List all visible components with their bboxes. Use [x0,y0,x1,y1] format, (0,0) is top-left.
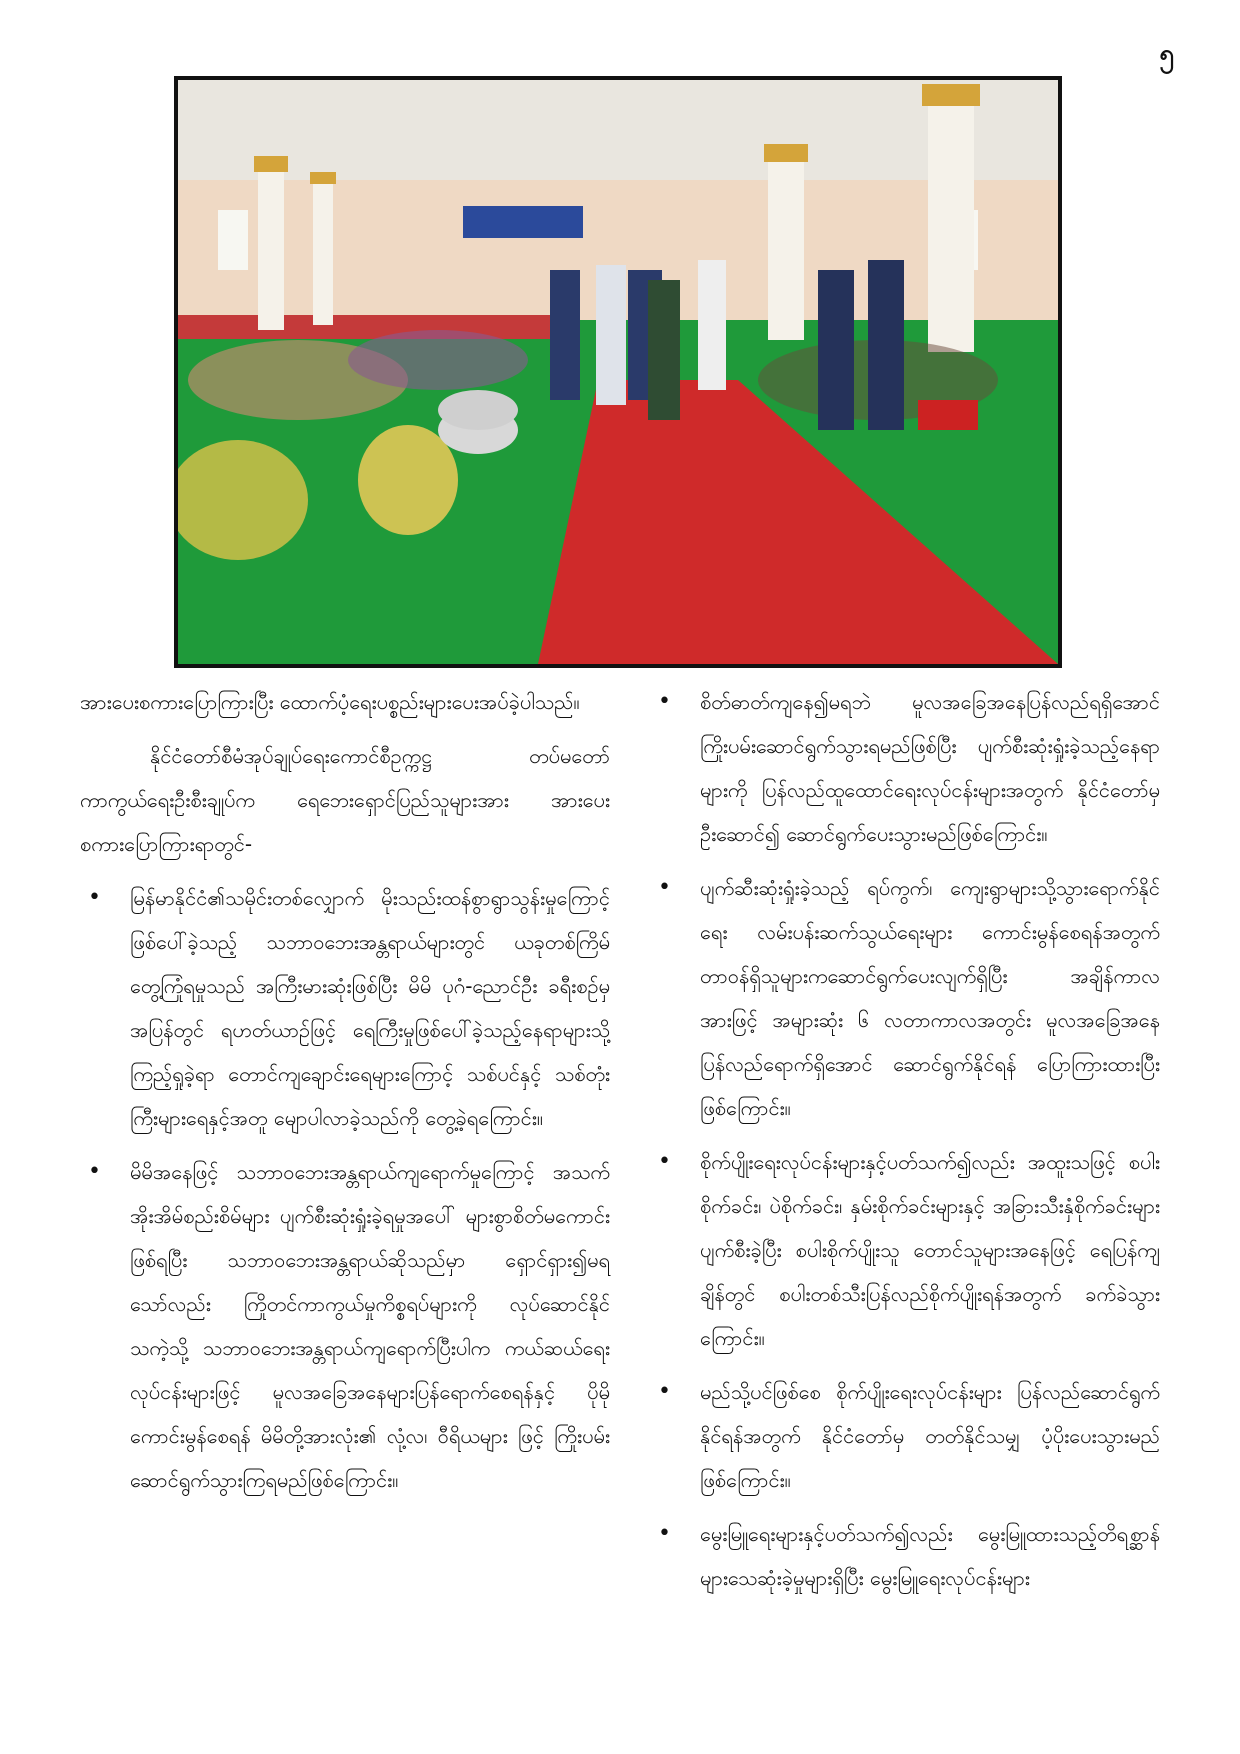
list-item [650,1370,1160,1502]
list-item-text: ပျက်ဆီးဆုံးရှုံးခဲ့သည့် ရပ်ကွက်၊ ကျေးရွာများသို့သွားရောက်နိုင်ရေး လမ်းပန်းဆက်သွယ်ရေးများ ကောင်းမွန်စေရန်အတွက် တာဝန်ရှိသူများကဆောင်ရွက်ပေးလျက်ရှိပြီး အချိန်ကာလအားဖြင့် အများဆုံး ၆ လတာကာလအတွင်း မူလအခြေအနေပြန်လည်ရောက်ရှိအောင် ဆောင်ရွက်နိုင်ရန် ပြောကြားထားပြီးဖြစ်ကြောင်း။ [700,876,1160,1120]
list-item-text: မည်သို့ပင်ဖြစ်စေ စိုက်ပျိုးရေးလုပ်ငန်းများ ပြန်လည်ဆောင်ရွက်နိုင်ရန်အတွက် နိုင်ငံတော်မှ တတ်နိုင်သမျှ ပံ့ပိုးပေးသွားမည်ဖြစ်ကြောင်း။ [700,1380,1160,1492]
bullet-icon: • [658,1379,671,1404]
intro-paragraph: နိုင်ငံတော်စီမံအုပ်ချုပ်ရေးကောင်စီဥက္ကဋ္ဌ တပ်မတော်ကာကွယ်ရေးဦးစီးချုပ်က ရေဘေးရှောင်ပြည်သူများအား အားပေးစကားပြောကြားရာတွင်- [80,744,610,856]
right-column [650,680,1160,1610]
bullet-icon: • [658,1521,671,1546]
photo-illustration [178,80,1058,664]
list-item-text: မြန်မာနိုင်ငံ၏သမိုင်းတစ်လျှောက် မိုးသည်းထန်စွာရွာသွန်းမှုကြောင့်ဖြစ်ပေါ်ခဲ့သည့် သဘာဝဘေးအန္တရာယ်များတွင် ယခုတစ်ကြိမ် တွေ့ကြုံရမှုသည် အကြီးမားဆုံးဖြစ်ပြီး မိမိ ပုဂံ-ညောင်ဦး ခရီးစဉ်မှအပြန်တွင် ရဟတ်ယာဉ်ဖြင့် ရေကြီးမှုဖြစ်ပေါ်ခဲ့သည့်နေရာများသို့ကြည့်ရှုခဲ့ရာ တောင်ကျချောင်းရေများကြောင့် သစ်ပင်နှင့် သစ်တုံးကြီးများရေနှင့်အတူ မျောပါလာခဲ့သည်ကို တွေ့ခဲ့ရကြောင်း။ [130,886,610,1130]
list-item-text: စိတ်ဓာတ်ကျနေ၍မရဘဲ မူလအခြေအနေပြန်လည်ရရှိအောင် ကြိုးပမ်းဆောင်ရွက်သွားရမည်ဖြစ်ပြီး ပျက်စီးဆုံးရှုံးခဲ့သည့်နေရာများကို ပြန်လည်ထူထောင်ရေးလုပ်ငန်းများအတွက် နိုင်ငံတော်မှဦးဆောင်၍ ဆောင်ရွက်ပေးသွားမည်ဖြစ်ကြောင်း။ [700,690,1160,846]
list-item-text: မွေးမြူရေးများနှင့်ပတ်သက်၍လည်း မွေးမြူထားသည့်တိရစ္ဆာန်များသေဆုံးခဲ့မှုများရှိပြီး မွေးမြူရေးလုပ်ငန်းများ [700,1522,1160,1590]
continuation-paragraph: အားပေးစကားပြောကြားပြီး ထောက်ပံ့ရေးပစ္စည်းများပေးအပ်ခဲ့ပါသည်။ [80,690,580,714]
bullet-icon: • [658,875,671,900]
right-bullet-list [650,680,1160,1600]
list-item [650,866,1160,1130]
list-item [650,1140,1160,1360]
list-item [650,680,1160,856]
list-item [80,876,610,1140]
bullet-icon: • [88,885,101,910]
page-number: ၅ [1159,39,1174,69]
list-item [650,1512,1160,1600]
bullet-icon: • [88,1159,101,1184]
list-item-text: စိုက်ပျိုးရေးလုပ်ငန်းများနှင့်ပတ်သက်၍လည်း အထူးသဖြင့် စပါးစိုက်ခင်း၊ ပဲစိုက်ခင်း၊ နှမ်းစိုက်ခင်းများနှင့် အခြားသီးနှံစိုက်ခင်းများပျက်စီးခဲ့ပြီး စပါးစိုက်ပျိုးသူ တောင်သူများအနေဖြင့် ရေပြန်ကျချိန်တွင် စပါးတစ်သီးပြန်လည်စိုက်ပျိုးရန်အတွက် ခက်ခဲသွားကြောင်း။ [700,1150,1160,1350]
news-photo [174,76,1062,668]
bullet-icon: • [658,689,671,714]
left-column [80,680,610,1512]
left-bullet-list [80,876,610,1502]
bullet-icon: • [658,1149,671,1174]
list-item-text: မိမိအနေဖြင့် သဘာဝဘေးအန္တရာယ်ကျရောက်မှုကြောင့် အသက်အိုးအိမ်စည်းစိမ်များ ပျက်စီးဆုံးရှုံးခဲ့ရမှုအပေါ် များစွာစိတ်မကောင်းဖြစ်ရပြီး သဘာဝဘေးအန္တရာယ်ဆိုသည်မှာ ရှောင်ရှား၍မရသော်လည်း ကြိုတင်ကာကွယ်မှုကိစ္စရပ်များကို လုပ်ဆောင်နိုင်သကဲ့သို့ သဘာဝဘေးအန္တရာယ်ကျရောက်ပြီးပါက ကယ်ဆယ်ရေးလုပ်ငန်းများဖြင့် မူလအခြေအနေများပြန်ရောက်စေရန်နှင့် ပိုမိုကောင်းမွန်စေရန် မိမိတို့အားလုံး၏ လုံ့လ၊ ဝီရိယများ ဖြင့် ကြိုးပမ်းဆောင်ရွက်သွားကြရမည်ဖြစ်ကြောင်း။ [130,1160,610,1492]
list-item [80,1150,610,1502]
